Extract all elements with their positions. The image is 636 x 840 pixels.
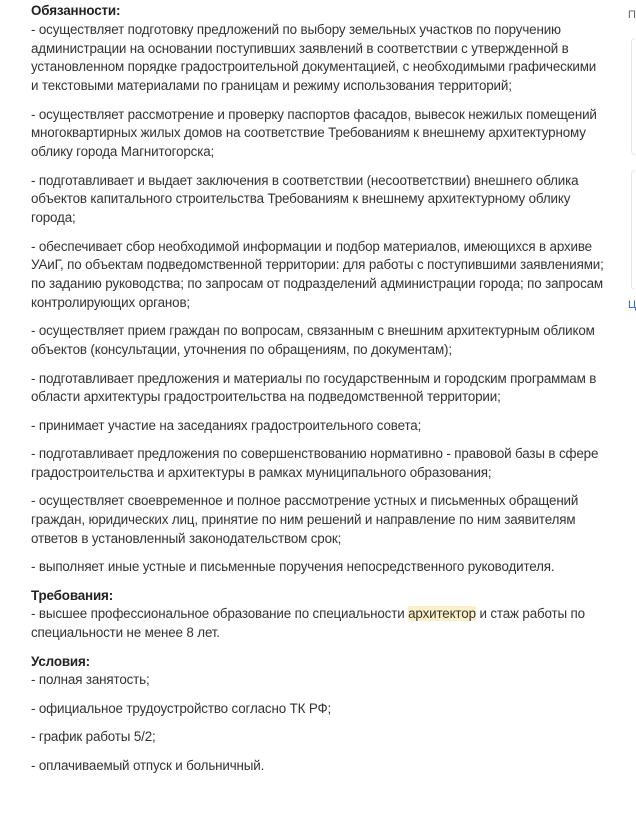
duty-item: - осуществляет прием граждан по вопросам, связанным с внешним архитектурным обликом объектов (консультации, уточнения по обращениям, по документам); <box>31 323 595 358</box>
duty-item: - подготавливает предложения по совершенствованию нормативно - правовой базы в сфере градостроительства и архитектуры в рамках муниципального образования; <box>31 446 599 480</box>
conditions-heading: Условия: <box>31 653 90 669</box>
search-highlight: архитектор <box>408 606 476 622</box>
requirement-text: и стаж работы по специальности не менее 8 лет. <box>31 606 585 641</box>
duties-heading: Обязанности: <box>31 3 121 18</box>
duty-item: - осуществляет своевременное и полное рассмотрение устных и письменных обращений граждан, юридических лиц, принятие по ним решений и направление по ним заявителям ответов в установленный законодательством срок; <box>31 493 579 546</box>
sidebar-card[interactable] <box>631 38 635 155</box>
duty-item: - подготавливает предложения и материалы по государственным и городским программам в области архитектуры градостроительства на подведомственной территории; <box>31 370 597 405</box>
duty-item: - выполняет иные устные и письменные поручения непосредственного руководителя. <box>31 559 555 575</box>
vacancy-description <box>31 2 606 785</box>
sidebar-card[interactable] <box>631 170 635 290</box>
requirements-section <box>31 587 606 643</box>
condition-item: - график работы 5/2; <box>31 729 156 745</box>
conditions-section <box>31 653 606 776</box>
condition-item: - оплачиваемый отпуск и больничный. <box>31 757 265 773</box>
duty-item: - осуществляет рассмотрение и проверку паспортов фасадов, вывесок нежилых помещений многоквартирных жилых домов на соответствие Требованиям к внешнему архитектурному облику города Магнитогорска; <box>31 106 597 160</box>
requirements-heading: Требования: <box>31 587 114 603</box>
duties-section <box>31 2 606 577</box>
duty-item: - осуществляет подготовку предложений по выбору земельных участков по поручению администрации на основании поступивших заявлений в соответствии с утвержденной в установленном порядке градостроительной документацией, с необходимыми графическими и текстовыми материалами по границам и режиму использования территорий; <box>31 21 597 94</box>
duty-item: - обеспечивает сбор необходимой информации и подбор материалов, имеющихся в архиве УАиГ, по объектам подведомственной территории: для работы с поступившими заявлениями; по заданию руководства; по запросам от подразделений администрации города; по запросам контролирующих органов; <box>31 238 604 310</box>
requirement-item <box>31 605 606 643</box>
sidebar-label-fragment: П <box>628 9 636 21</box>
duty-item: - подготавливает и выдает заключения в соответствии (несоответствии) внешнего облика объектов капитального строительства Требованиям к внешнему архитектурному облику города; <box>31 172 579 226</box>
sidebar-link-fragment[interactable]: Ц <box>628 299 636 311</box>
requirement-text: - высшее профессиональное образование по специальности <box>31 606 409 622</box>
condition-item: - полная занятость; <box>31 672 150 688</box>
condition-item: - официальное трудоустройство согласно ТК РФ; <box>31 700 332 716</box>
duty-item: - принимает участие на заседаниях градостроительного совета; <box>31 417 422 433</box>
